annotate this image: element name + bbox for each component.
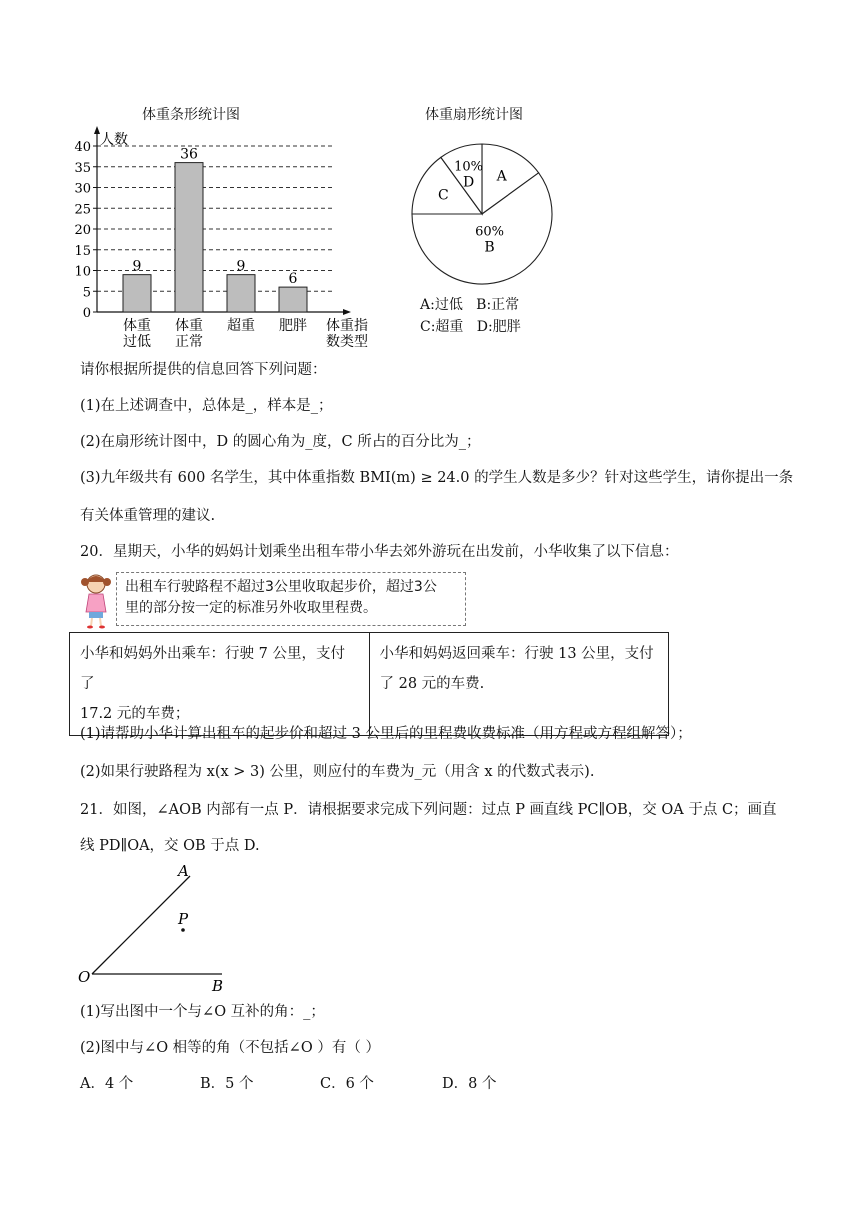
category-label: 体重 bbox=[123, 318, 151, 334]
y-tick-label: 25 bbox=[74, 202, 91, 218]
bar-value-label: 9 bbox=[132, 258, 142, 275]
y-tick-label: 5 bbox=[82, 285, 91, 301]
y-tick-label: 35 bbox=[74, 160, 91, 176]
pie-chart bbox=[405, 140, 561, 290]
bar bbox=[123, 275, 151, 312]
outbound-line2: 17.2 元的车费； bbox=[80, 706, 190, 722]
pie-slice-label: A bbox=[496, 168, 507, 185]
x-axis-arrow bbox=[343, 309, 351, 315]
bar-value-label: 6 bbox=[288, 271, 298, 288]
angle-figure bbox=[72, 858, 242, 996]
q19-part1: (1)在上述调查中，总体是_，样本是_； bbox=[80, 398, 333, 414]
q20-part2: (2)如果行驶路程为 x(x > 3) 公里，则应付的车费为_元（用含 x 的代数式表示). bbox=[80, 764, 595, 780]
bar-chart bbox=[70, 122, 390, 354]
category-label: 体重 bbox=[175, 318, 203, 334]
q19-part2: (2)在扇形统计图中，D 的圆心角为_度，C 所占的百分比为_； bbox=[80, 434, 481, 450]
pie-legend-line1: A:过低 B:正常 bbox=[420, 297, 520, 313]
q19-part3-line2: 有关体重管理的建议. bbox=[80, 508, 216, 524]
pie-chart-title: 体重扇形统计图 bbox=[425, 107, 523, 123]
return-trip-cell bbox=[369, 633, 669, 736]
return-line2: 了 28 元的车费. bbox=[379, 676, 485, 692]
bar bbox=[279, 287, 307, 312]
q19-part3-line1: (3)九年级共有 600 名学生，其中体重指数 BMI(m) ≥ 24.0 的学生人数是多少？针对这些学生，请你提出一条 bbox=[80, 470, 794, 486]
q19-intro: 请你根据所提供的信息回答下列问题： bbox=[80, 362, 327, 378]
bar-value-label: 36 bbox=[180, 146, 198, 163]
pie-slice-label: C bbox=[437, 187, 449, 204]
x-axis-label-line1: 体重指 bbox=[326, 318, 368, 334]
y-tick-label: 30 bbox=[74, 181, 91, 197]
option-c[interactable]: C．6 个 bbox=[320, 1076, 374, 1092]
bar-value-label: 9 bbox=[236, 258, 246, 275]
trip-info-table bbox=[69, 632, 669, 736]
label-P: P bbox=[178, 910, 189, 928]
girl-illustration-icon bbox=[76, 570, 116, 630]
note-line1: 出租车行驶路程不超过3公里收取起步价，超过3公 bbox=[125, 579, 437, 595]
q20-stem: 20．星期天，小华的妈妈计划乘坐出租车带小华去郊外游玩在出发前，小华收集了以下信息： bbox=[80, 544, 679, 560]
pie-percent-label: 10% bbox=[454, 159, 484, 175]
note-line2: 里的部分按一定的标准另外收取里程费。 bbox=[125, 600, 377, 616]
q21-stem-line1: 21．如图，∠AOB 内部有一点 P．请根据要求完成下列问题：过点 P 画直线 PC∥OB，交 OA 于点 C；画直 bbox=[80, 802, 777, 818]
category-label: 正常 bbox=[175, 334, 203, 350]
option-d[interactable]: D．8 个 bbox=[442, 1076, 497, 1092]
q21-part1: (1)写出图中一个与∠O 互补的角：_； bbox=[80, 1004, 325, 1020]
y-tick-label: 10 bbox=[74, 264, 91, 280]
taxi-fare-note bbox=[116, 572, 466, 626]
y-tick-label: 40 bbox=[74, 140, 91, 155]
pie-slice-label: B bbox=[484, 239, 495, 256]
point-P bbox=[181, 928, 185, 932]
y-tick-label: 20 bbox=[74, 223, 91, 238]
pie-legend-line2: C:超重 D:肥胖 bbox=[420, 319, 521, 335]
bar-chart-title: 体重条形统计图 bbox=[142, 107, 240, 123]
y-axis-label: 人数 bbox=[100, 132, 128, 148]
pie-percent-label: 60% bbox=[475, 224, 505, 240]
y-tick-label: 15 bbox=[74, 243, 91, 259]
q20-part1: (1)请帮助小华计算出租车的起步价和超过 3 公里后的里程费收费标准（用方程或方程组解答）； bbox=[80, 726, 692, 742]
outbound-trip-cell bbox=[70, 633, 370, 736]
option-a[interactable]: A．4 个 bbox=[80, 1076, 134, 1092]
y-tick-label: 0 bbox=[82, 306, 91, 321]
category-label: 肥胖 bbox=[279, 318, 307, 334]
label-O: O bbox=[78, 968, 91, 986]
label-B: B bbox=[212, 977, 224, 995]
ray-OA bbox=[92, 876, 190, 974]
pie-slice-label: D bbox=[462, 174, 475, 191]
q21-part2: (2)图中与∠O 相等的角（不包括∠O ）有（ ） bbox=[80, 1040, 380, 1056]
category-label: 超重 bbox=[227, 318, 255, 334]
option-b[interactable]: B．5 个 bbox=[200, 1076, 254, 1092]
outbound-line1: 小华和妈妈外出乘车：行驶 7 公里，支付了 bbox=[80, 646, 345, 692]
q21-stem-line2: 线 PD∥OA，交 OB 于点 D. bbox=[80, 838, 260, 854]
return-line1: 小华和妈妈返回乘车：行驶 13 公里，支付 bbox=[379, 646, 654, 662]
bar bbox=[227, 275, 255, 312]
x-axis-label-line2: 数类型 bbox=[326, 334, 368, 350]
label-A: A bbox=[178, 862, 189, 880]
bar bbox=[175, 163, 203, 312]
category-label: 过低 bbox=[123, 334, 151, 350]
